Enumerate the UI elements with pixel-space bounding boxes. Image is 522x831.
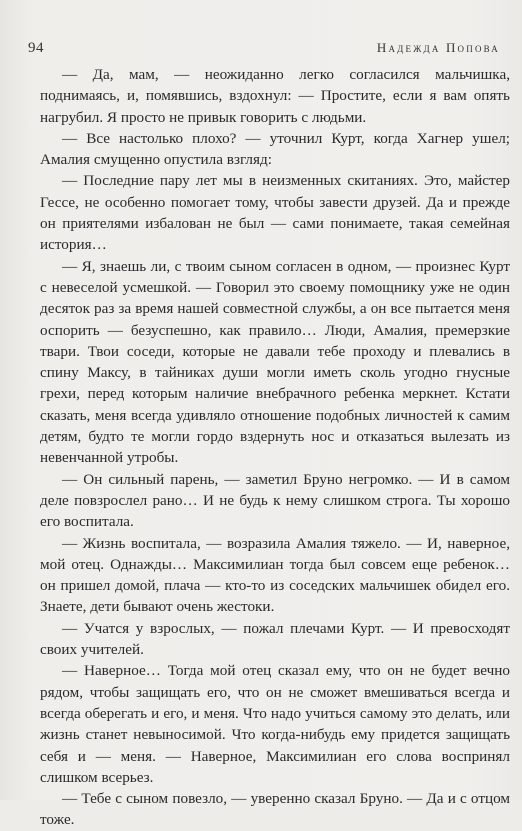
page-number: 94 xyxy=(28,40,44,56)
paragraph: — Да, мам, — неожиданно легко согласился мальчишка, поднимаясь, и, помявшись, вздохнул: — Простите, если я вам опять нагрубил. Я просто не привык говорить с людьми. xyxy=(40,66,510,126)
body-text xyxy=(40,64,510,831)
running-head: Надежда Попова xyxy=(376,40,500,55)
paragraph: — Учатся у взрослых, — пожал плечами Курт. — И превосходят своих учителей. xyxy=(40,619,510,659)
paragraph: — Последние пару лет мы в неизменных скитаниях. Это, майстер Гессе, не особенно помогает тому, чтобы завести друзей. Да и прежде он приятелями избалован не был — сами понимаете, такая семейная история… xyxy=(40,172,510,254)
page-header xyxy=(28,40,500,60)
paragraph: — Я, знаешь ли, с твоим сыном согласен в одном, — произнес Курт с невеселой усмешкой. — Говорил это своему помощнику уже не один десяток раз за время нашей совместной службы, а он все пытается меня оспорить — безуспешно, как правило… Люди, Амалия, премерзкие твари. Твои соседи, которые не давали тебе проходу и плевались в спину Максу, в тайниках души могли иметь сколь угодно гнусные грехи, перед которым наличие внебрачного ребенка меркнет. Кстати сказать, меня всегда удивляло отношение подобных личностей к самим детям, будто те могли гордо вздернуть нос и отказаться вылезать из невенчанной утробы. xyxy=(40,257,510,467)
paragraph: — Наверное… Тогда мой отец сказал ему, что он не будет вечно рядом, чтобы защищать его, что он не сможет вмешиваться всегда и всегда оберегать и его, и меня. Что надо учиться самому это делать, или жизнь станет невыносимой. Что когда-нибудь ему придется защищать себя и — меня. — Наверное, Максимилиан его слова воспринял слишком всерьез. xyxy=(40,662,510,786)
paragraph: — Он сильный парень, — заметил Бруно негромко. — И в самом деле повзрослел рано… И не будь к нему слишком строга. Ты хорошо его воспитала. xyxy=(40,470,510,531)
paragraph: — Жизнь воспитала, — возразила Амалия тяжело. — И, наверное, мой отец. Однажды… Максимилиан тогда был совсем еще ребенок… он пришел домой, плача — кто-то из соседских мальчишек обидел его. Знаете, дети бывают очень жестоки. xyxy=(40,534,510,616)
paragraph: — Все настолько плохо? — уточнил Курт, когда Хагнер ушел; Амалия смущенно опустила взгляд: xyxy=(40,129,510,169)
paragraph: — Тебе с сыном повезло, — уверенно сказал Бруно. — Да и с отцом тоже. xyxy=(40,790,510,829)
